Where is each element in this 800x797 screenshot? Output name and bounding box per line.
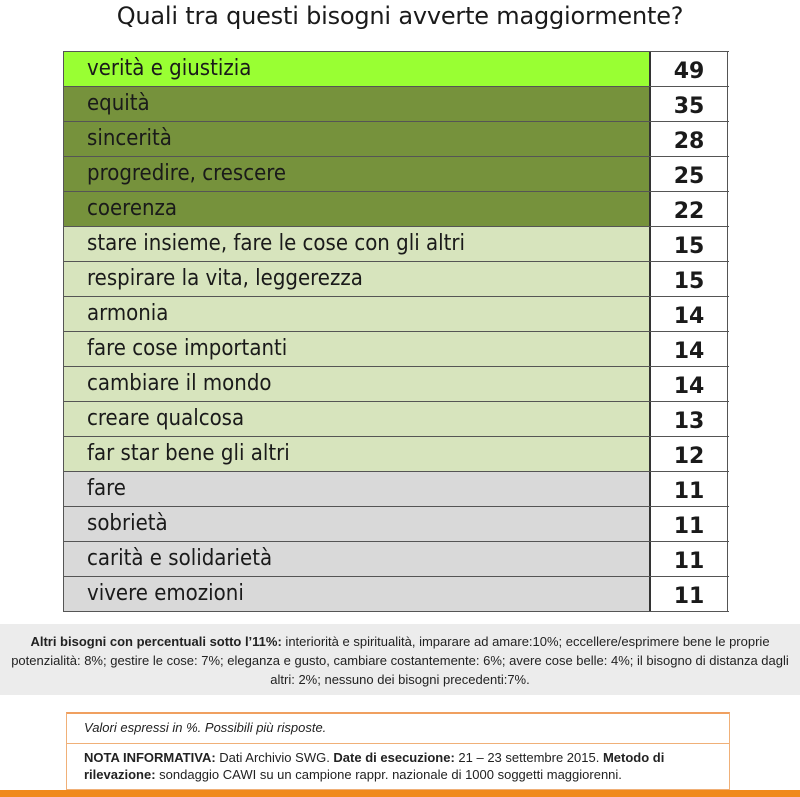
info-text: Dati Archivio SWG. (215, 750, 334, 765)
table-row (64, 542, 729, 577)
footer-accent-bar (0, 790, 800, 797)
row-value: 14 (651, 332, 728, 366)
row-value: 14 (651, 297, 728, 331)
row-label: sincerità (64, 122, 651, 156)
table-row (64, 577, 729, 612)
info-note-box (66, 712, 730, 790)
row-label: cambiare il mondo (64, 367, 651, 401)
other-needs-heading: Altri bisogni con percentuali sotto l’11%: (30, 634, 282, 649)
table-row (64, 297, 729, 332)
row-label: armonia (64, 297, 651, 331)
table-row (64, 507, 729, 542)
table-row (64, 332, 729, 367)
row-value: 15 (651, 227, 728, 261)
info-label: NOTA INFORMATIVA: (84, 750, 216, 765)
row-value: 35 (651, 87, 728, 121)
table-row (64, 227, 729, 262)
method-text: sondaggio CAWI su un campione rappr. nazionale di 1000 soggetti maggiorenni. (155, 767, 622, 782)
row-value: 15 (651, 262, 728, 296)
row-value: 14 (651, 367, 728, 401)
row-label: sobrietà (64, 507, 651, 541)
row-value: 12 (651, 437, 728, 471)
row-value: 11 (651, 577, 728, 611)
row-label: fare cose importanti (64, 332, 651, 366)
row-value: 11 (651, 542, 728, 576)
row-label: equità (64, 87, 651, 121)
table-row (64, 157, 729, 192)
methodology-note (84, 749, 714, 783)
row-value: 25 (651, 157, 728, 191)
chart-title: Quali tra questi bisogni avverte maggiormente? (116, 2, 684, 30)
row-label: progredire, crescere (64, 157, 651, 191)
row-label: coerenza (64, 192, 651, 226)
row-label: vivere emozioni (64, 577, 651, 611)
row-label: respirare la vita, leggerezza (64, 262, 651, 296)
table-row (64, 402, 729, 437)
table-row (64, 262, 729, 297)
method-label: Metodo di rilevazione: (84, 750, 665, 782)
row-value: 49 (651, 52, 728, 86)
table-row (64, 472, 729, 507)
row-value: 22 (651, 192, 728, 226)
row-value: 13 (651, 402, 728, 436)
other-needs-note (0, 624, 800, 695)
table-row (64, 367, 729, 402)
table-row (64, 122, 729, 157)
table-row (64, 437, 729, 472)
row-label: far star bene gli altri (64, 437, 651, 471)
table-row (64, 87, 729, 122)
row-value: 11 (651, 472, 728, 506)
date-label: Date di esecuzione: (333, 750, 455, 765)
results-table (63, 51, 729, 612)
values-note: Valori espressi in %. Possibili più risposte. (84, 720, 327, 735)
row-label: fare (64, 472, 651, 506)
date-text: 21 – 23 settembre 2015. (454, 750, 603, 765)
note-divider (67, 743, 729, 744)
table-row (64, 52, 729, 87)
table-row (64, 192, 729, 227)
other-needs-text: interiorità e spiritualità, imparare ad amare:10%; eccellere/esprimere bene le proprie potenzialità: 8%; gestire le cose: 7%; eleganza e gusto, cambiare costantemente: 6%; avere cose belle: 4%; il bisogno di distanza dagli altri: 2%; nessuno dei bisogni precedenti:7%. (11, 634, 789, 687)
row-label: carità e solidarietà (64, 542, 651, 576)
row-label: creare qualcosa (64, 402, 651, 436)
row-label: stare insieme, fare le cose con gli altri (64, 227, 651, 261)
row-value: 11 (651, 507, 728, 541)
row-label: verità e giustizia (64, 52, 651, 86)
row-value: 28 (651, 122, 728, 156)
